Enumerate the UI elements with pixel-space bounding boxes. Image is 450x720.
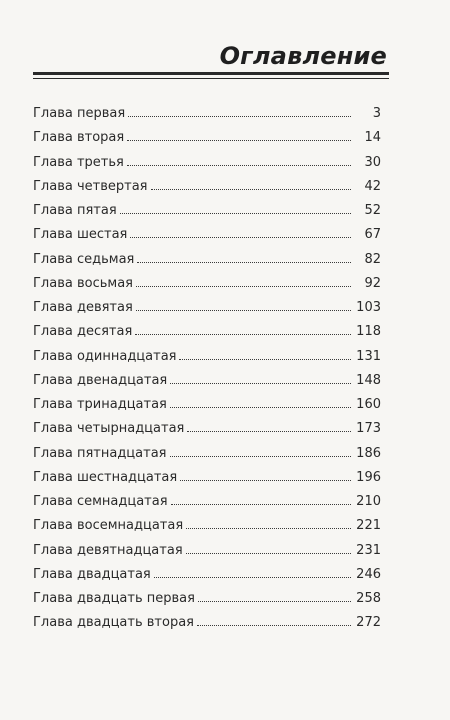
toc-dot-leader (170, 406, 351, 408)
toc-dot-leader (127, 164, 351, 166)
toc-entry-title: Глава двадцатая (33, 566, 151, 582)
toc-entry-title: Глава двадцать первая (33, 591, 195, 606)
toc-entry-title: Глава двадцать вторая (33, 615, 194, 631)
toc-entry (33, 615, 381, 639)
toc-entry-page: 14 (364, 130, 381, 146)
toc-dot-leader (186, 527, 351, 529)
toc-entry (33, 276, 381, 300)
toc-entry (33, 397, 381, 421)
toc-entry (33, 106, 381, 130)
toc-entry (33, 518, 381, 542)
toc-entry (33, 470, 381, 494)
toc-entry (33, 179, 381, 203)
toc-entry (33, 130, 381, 154)
toc-entry-page: 118 (356, 324, 381, 340)
toc-dot-leader (179, 358, 351, 360)
toc-dot-leader (186, 552, 351, 554)
toc-entry (33, 591, 381, 615)
toc-entry-title: Глава седьмая (33, 251, 135, 267)
toc-entry-title: Глава третья (33, 154, 124, 170)
toc-dot-leader (170, 455, 352, 457)
toc-dot-leader (135, 333, 351, 335)
toc-entry (33, 543, 381, 567)
toc-entry-page: 246 (356, 566, 381, 582)
toc-dot-leader (198, 600, 351, 602)
toc-entry (33, 446, 381, 470)
toc-dot-leader (128, 115, 351, 117)
toc-entry-page: 148 (356, 372, 381, 388)
title-rule-thick (33, 72, 389, 75)
toc-entry-page: 67 (364, 227, 381, 243)
toc-dot-leader (180, 479, 351, 481)
toc-dot-leader (170, 382, 351, 384)
table-of-contents (33, 106, 381, 640)
toc-entry-page: 30 (364, 154, 381, 170)
toc-entry-page: 210 (356, 494, 381, 509)
toc-entry (33, 349, 381, 373)
toc-entry-title: Глава девятая (33, 300, 133, 315)
toc-entry-title: Глава вторая (33, 130, 125, 146)
toc-entry-title: Глава пятнадцатая (33, 445, 167, 461)
toc-entry (33, 203, 381, 227)
toc-entry (33, 373, 381, 397)
toc-dot-leader (154, 576, 351, 578)
toc-dot-leader (136, 309, 351, 311)
toc-dot-leader (120, 212, 351, 214)
toc-entry-title: Глава шестнадцатая (33, 469, 178, 485)
toc-entry (33, 494, 381, 518)
toc-entry (33, 155, 381, 179)
toc-entry (33, 300, 381, 324)
toc-entry-title: Глава одиннадцатая (33, 348, 177, 364)
toc-entry-page: 231 (356, 542, 381, 558)
toc-entry-title: Глава четвертая (33, 178, 148, 194)
toc-entry-page: 3 (372, 106, 381, 121)
toc-entry-page: 186 (356, 445, 381, 461)
toc-entry-page: 160 (356, 397, 381, 412)
toc-entry (33, 252, 381, 276)
toc-entry-title: Глава семнадцатая (33, 494, 168, 509)
toc-entry-page: 196 (356, 469, 381, 485)
toc-entry-title: Глава тринадцатая (33, 397, 167, 412)
toc-entry-title: Глава первая (33, 106, 126, 121)
toc-entry-page: 103 (356, 300, 381, 315)
toc-dot-leader (151, 188, 352, 190)
toc-entry (33, 227, 381, 251)
toc-dot-leader (197, 624, 351, 626)
toc-entry-page: 92 (364, 275, 381, 291)
toc-entry-page: 272 (356, 615, 381, 631)
toc-dot-leader (171, 503, 351, 505)
toc-entry-title: Глава двенадцатая (33, 372, 168, 388)
toc-entry-title: Глава пятая (33, 203, 117, 218)
toc-entry-title: Глава девятнадцатая (33, 542, 183, 558)
toc-dot-leader (137, 261, 351, 263)
toc-entry (33, 324, 381, 348)
toc-dot-leader (127, 139, 351, 141)
toc-entry-page: 52 (364, 203, 381, 218)
toc-entry (33, 567, 381, 591)
toc-entry-title: Глава шестая (33, 227, 128, 243)
title-rule-thin (33, 78, 389, 79)
toc-entry-title: Глава восьмая (33, 275, 133, 291)
toc-entry-page: 131 (356, 348, 381, 364)
toc-entry-title: Глава десятая (33, 324, 133, 340)
toc-entry-title: Глава четырнадцатая (33, 421, 185, 437)
toc-entry-page: 42 (364, 178, 381, 194)
toc-dot-leader (136, 285, 351, 287)
page-title: Оглавление (219, 42, 387, 70)
toc-dot-leader (187, 430, 351, 432)
toc-entry (33, 421, 381, 445)
toc-entry-page: 173 (356, 421, 381, 437)
toc-entry-page: 82 (364, 251, 381, 267)
toc-dot-leader (130, 236, 351, 238)
toc-entry-title: Глава восемнадцатая (33, 518, 184, 534)
toc-entry-page: 258 (356, 591, 381, 606)
toc-entry-page: 221 (356, 518, 381, 534)
